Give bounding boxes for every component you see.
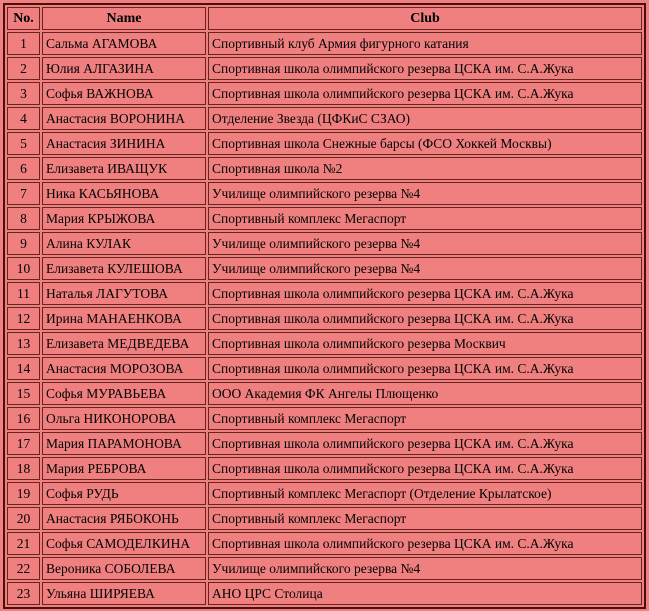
row-number-cell: 15 <box>7 382 40 405</box>
column-header-club: Club <box>208 7 642 30</box>
club-cell: Спортивный комплекс Мегаспорт (Отделение Крылатское) <box>208 482 642 505</box>
table-row <box>7 32 642 55</box>
row-number-cell: 20 <box>7 507 40 530</box>
table-row <box>7 57 642 80</box>
club-cell: Спортивная школа олимпийского резерва ЦСКА им. С.А.Жука <box>208 357 642 380</box>
club-cell: Спортивная школа олимпийского резерва Москвич <box>208 332 642 355</box>
club-cell: Училище олимпийского резерва №4 <box>208 232 642 255</box>
name-cell: Мария РЕБРОВА <box>42 457 206 480</box>
club-cell: Спортивная школа №2 <box>208 157 642 180</box>
name-cell: Софья САМОДЕЛКИНА <box>42 532 206 555</box>
club-cell: АНО ЦРС Столица <box>208 582 642 605</box>
table-row <box>7 182 642 205</box>
table-row <box>7 82 642 105</box>
table-row <box>7 457 642 480</box>
table-row <box>7 132 642 155</box>
name-cell: Софья РУДЬ <box>42 482 206 505</box>
name-cell: Елизавета МЕДВЕДЕВА <box>42 332 206 355</box>
row-number-cell: 13 <box>7 332 40 355</box>
table-row <box>7 407 642 430</box>
club-cell: ООО Академия ФК Ангелы Плющенко <box>208 382 642 405</box>
table-row <box>7 232 642 255</box>
club-cell: Спортивный комплекс Мегаспорт <box>208 507 642 530</box>
row-number-cell: 14 <box>7 357 40 380</box>
club-cell: Спортивный комплекс Мегаспорт <box>208 407 642 430</box>
row-number-cell: 22 <box>7 557 40 580</box>
row-number-cell: 21 <box>7 532 40 555</box>
table-row <box>7 532 642 555</box>
name-cell: Софья МУРАВЬЕВА <box>42 382 206 405</box>
row-number-cell: 2 <box>7 57 40 80</box>
name-cell: Мария ПАРАМОНОВА <box>42 432 206 455</box>
name-cell: Анастасия ЗИНИНА <box>42 132 206 155</box>
table-row <box>7 207 642 230</box>
name-cell: Сальма АГАМОВА <box>42 32 206 55</box>
name-cell: Вероника СОБОЛЕВА <box>42 557 206 580</box>
row-number-cell: 18 <box>7 457 40 480</box>
table-row <box>7 332 642 355</box>
name-cell: Елизавета КУЛЕШОВА <box>42 257 206 280</box>
table-row <box>7 282 642 305</box>
club-cell: Спортивный комплекс Мегаспорт <box>208 207 642 230</box>
row-number-cell: 5 <box>7 132 40 155</box>
row-number-cell: 23 <box>7 582 40 605</box>
name-cell: Анастасия МОРОЗОВА <box>42 357 206 380</box>
row-number-cell: 12 <box>7 307 40 330</box>
name-cell: Юлия АЛГАЗИНА <box>42 57 206 80</box>
row-number-cell: 10 <box>7 257 40 280</box>
table-row <box>7 307 642 330</box>
name-cell: Ульяна ШИРЯЕВА <box>42 582 206 605</box>
table-header-row <box>7 7 642 30</box>
name-cell: Софья ВАЖНОВА <box>42 82 206 105</box>
name-cell: Елизавета ИВАЩУК <box>42 157 206 180</box>
row-number-cell: 3 <box>7 82 40 105</box>
row-number-cell: 19 <box>7 482 40 505</box>
name-cell: Алина КУЛАК <box>42 232 206 255</box>
club-cell: Спортивный клуб Армия фигурного катания <box>208 32 642 55</box>
table-row <box>7 507 642 530</box>
club-cell: Спортивная школа Снежные барсы (ФСО Хоккей Москвы) <box>208 132 642 155</box>
table-row <box>7 107 642 130</box>
club-cell: Училище олимпийского резерва №4 <box>208 257 642 280</box>
table-row <box>7 482 642 505</box>
name-cell: Ирина МАНАЕНКОВА <box>42 307 206 330</box>
name-cell: Ника КАСЬЯНОВА <box>42 182 206 205</box>
name-cell: Анастасия РЯБОКОНЬ <box>42 507 206 530</box>
results-table-body <box>7 32 642 605</box>
club-cell: Спортивная школа олимпийского резерва ЦСКА им. С.А.Жука <box>208 307 642 330</box>
row-number-cell: 16 <box>7 407 40 430</box>
club-cell: Училище олимпийского резерва №4 <box>208 182 642 205</box>
club-cell: Спортивная школа олимпийского резерва ЦСКА им. С.А.Жука <box>208 532 642 555</box>
table-row <box>7 157 642 180</box>
table-row <box>7 382 642 405</box>
row-number-cell: 6 <box>7 157 40 180</box>
column-header-no: No. <box>7 7 40 30</box>
row-number-cell: 4 <box>7 107 40 130</box>
name-cell: Анастасия ВОРОНИНА <box>42 107 206 130</box>
club-cell: Спортивная школа олимпийского резерва ЦСКА им. С.А.Жука <box>208 432 642 455</box>
row-number-cell: 17 <box>7 432 40 455</box>
club-cell: Спортивная школа олимпийского резерва ЦСКА им. С.А.Жука <box>208 457 642 480</box>
row-number-cell: 7 <box>7 182 40 205</box>
club-cell: Училище олимпийского резерва №4 <box>208 557 642 580</box>
row-number-cell: 8 <box>7 207 40 230</box>
table-row <box>7 357 642 380</box>
table-row <box>7 582 642 605</box>
name-cell: Мария КРЫЖОВА <box>42 207 206 230</box>
club-cell: Спортивная школа олимпийского резерва ЦСКА им. С.А.Жука <box>208 282 642 305</box>
row-number-cell: 9 <box>7 232 40 255</box>
table-row <box>7 432 642 455</box>
row-number-cell: 1 <box>7 32 40 55</box>
table-row <box>7 557 642 580</box>
club-cell: Спортивная школа олимпийского резерва ЦСКА им. С.А.Жука <box>208 82 642 105</box>
column-header-name: Name <box>42 7 206 30</box>
name-cell: Ольга НИКОНОРОВА <box>42 407 206 430</box>
table-row <box>7 257 642 280</box>
row-number-cell: 11 <box>7 282 40 305</box>
name-cell: Наталья ЛАГУТОВА <box>42 282 206 305</box>
club-cell: Спортивная школа олимпийского резерва ЦСКА им. С.А.Жука <box>208 57 642 80</box>
results-table <box>3 3 646 609</box>
club-cell: Отделение Звезда (ЦФКиС СЗАО) <box>208 107 642 130</box>
